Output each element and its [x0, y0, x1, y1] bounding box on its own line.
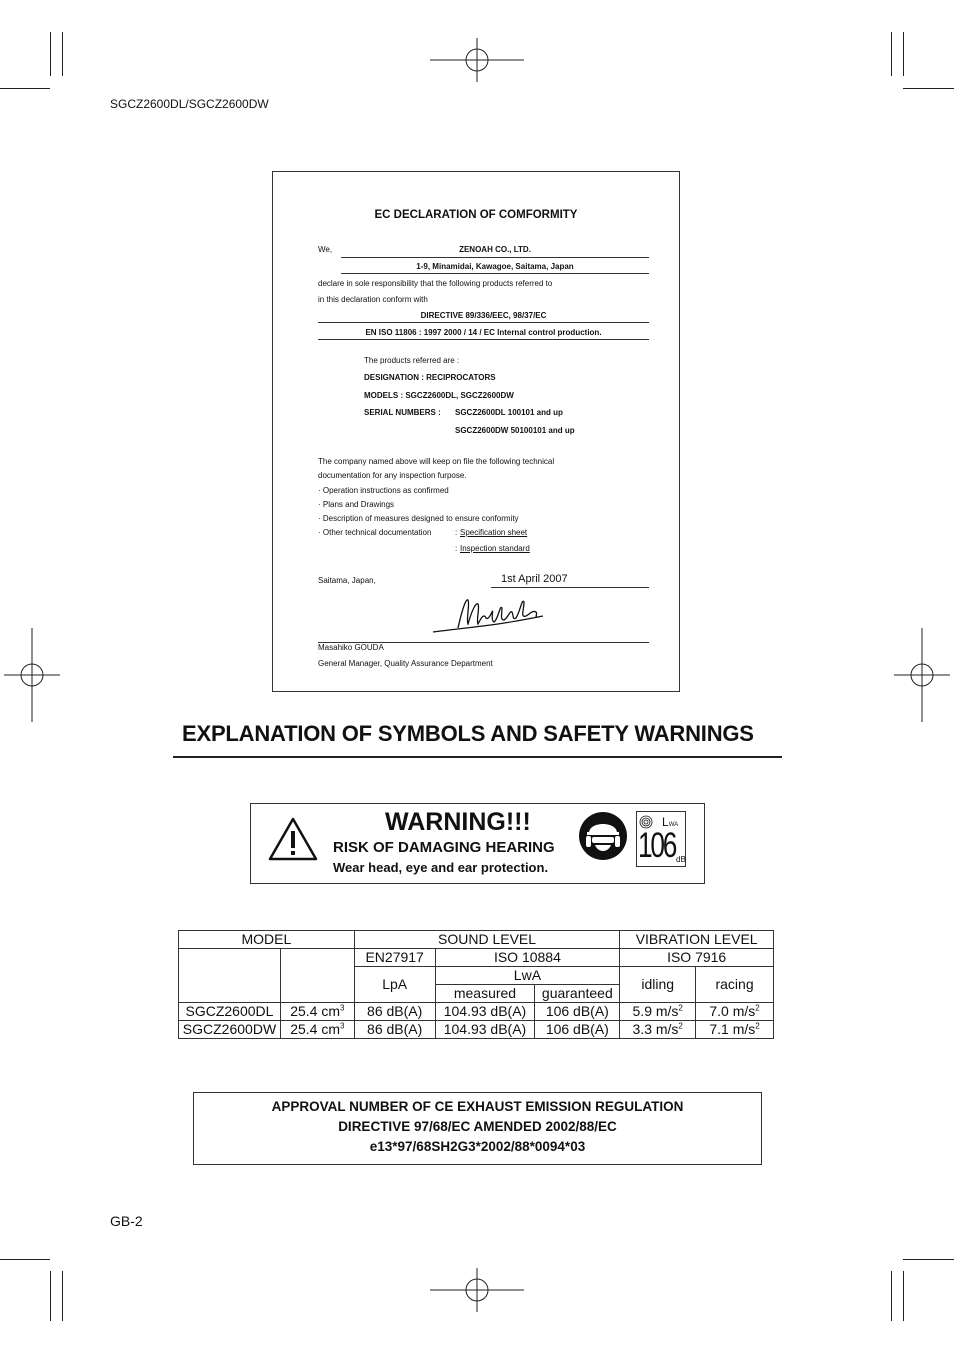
lwa-label: LWA: [662, 815, 679, 829]
doc-item: · Description of measures designed to ensure conformity: [318, 514, 519, 523]
ec-declaration: [272, 171, 680, 692]
approval-box: [193, 1092, 762, 1165]
cell-lwa-measured: 104.93 dB(A): [435, 1021, 535, 1039]
declare-text: in this declaration conform with: [318, 295, 428, 304]
colon: :: [455, 528, 458, 537]
warning-title: WARNING!!!: [385, 808, 531, 836]
warning-subtitle: RISK OF DAMAGING HEARING: [333, 839, 555, 856]
cell-lwa-measured: 104.93 dB(A): [435, 1003, 535, 1021]
header-guaranteed: guaranteed: [535, 985, 620, 1003]
header-sound-level: SOUND LEVEL: [354, 931, 620, 949]
standard: EN ISO 11806 : 1997 2000 / 14 / EC Internal control production.: [365, 328, 602, 337]
divider: [341, 273, 649, 274]
header-lpa: LpA: [354, 967, 435, 1003]
divider: [318, 322, 649, 323]
warning-label: [250, 803, 705, 884]
section-rule: [173, 756, 782, 758]
header-idling: idling: [620, 967, 696, 1003]
doc-item: · Other technical documentation: [318, 528, 432, 537]
cell-racing: 7.1 $m/s^2$: [696, 1021, 774, 1039]
directive: DIRECTIVE 89/336/EEC, 98/37/EC: [420, 311, 547, 320]
cell-lpa: 86 dB(A): [354, 1021, 435, 1039]
header-iso7916: ISO 7916: [620, 949, 774, 967]
model-header: SGCZ2600DL/SGCZ2600DW: [110, 97, 269, 111]
approval-number: e13*97/68SH2G3*2002/88*0094*03: [369, 1139, 586, 1154]
cell-lwa-guaranteed: 106 dB(A): [535, 1021, 620, 1039]
cell-model: SGCZ2600DL: [179, 1003, 281, 1021]
db-value: 106: [638, 826, 676, 865]
declare-text: declare in sole responsibility that the following products referred to: [318, 279, 553, 288]
section-title: EXPLANATION OF SYMBOLS AND SAFETY WARNINGS: [182, 721, 754, 746]
we-label: We,: [318, 245, 333, 254]
cell-lpa: 86 dB(A): [354, 1003, 435, 1021]
tech-doc: Inspection standard: [460, 544, 530, 553]
signer-title: General Manager, Quality Assurance Department: [318, 659, 493, 668]
divider: [341, 257, 649, 258]
divider: [318, 339, 649, 340]
company-name: ZENOAH CO., LTD.: [459, 245, 531, 254]
doc-item: · Operation instructions as confirmed: [318, 486, 449, 495]
file-text: The company named above will keep on file the following technical: [318, 457, 555, 466]
protective-gear-icon: [578, 811, 628, 861]
warning-triangle-icon: [267, 816, 319, 862]
cell-displacement: 25.4 $cm^3$: [280, 1021, 354, 1039]
registration-mark-icon: [894, 628, 950, 722]
sound-power-icon: [636, 811, 686, 867]
page-number: GB-2: [110, 1213, 143, 1229]
models: MODELS : SGCZ2600DL, SGCZ2600DW: [364, 391, 514, 400]
file-text: documentation for any inspection furpose.: [318, 471, 467, 480]
signature-image: [428, 590, 548, 638]
place: Saitama, Japan,: [318, 576, 376, 585]
products-intro: The products referred are :: [364, 356, 460, 365]
approval-line: APPROVAL NUMBER OF CE EXHAUST EMISSION REGULATION: [271, 1099, 684, 1114]
tech-doc: Specification sheet: [460, 528, 528, 537]
company-address: 1-9, Minamidai, Kawagoe, Saitama, Japan: [416, 262, 574, 271]
sound-level-table: [178, 930, 774, 1039]
serial-number: SGCZ2600DL 100101 and up: [455, 408, 563, 417]
header-lwa: LwA: [435, 967, 620, 985]
date: 1st April 2007: [501, 573, 568, 585]
header-vibration-level: VIBRATION LEVEL: [620, 931, 774, 949]
table-row: [179, 1003, 774, 1021]
serial-number: SGCZ2600DW 50100101 and up: [455, 426, 575, 435]
cell-model: SGCZ2600DW: [179, 1021, 281, 1039]
cell-idling: 5.9 $m/s^2$: [620, 1003, 696, 1021]
header-model: MODEL: [179, 931, 355, 949]
cell-racing: 7.0 $m/s^2$: [696, 1003, 774, 1021]
registration-mark-icon: [430, 1268, 524, 1312]
approval-line: DIRECTIVE 97/68/EC AMENDED 2002/88/EC: [338, 1119, 617, 1134]
designation: DESIGNATION : RECIPROCATORS: [364, 373, 496, 382]
header-measured: measured: [435, 985, 535, 1003]
signer-name: Masahiko GOUDA: [318, 643, 384, 652]
db-unit: dB: [676, 855, 686, 864]
serial-label: SERIAL NUMBERS :: [364, 408, 441, 417]
warning-text: Wear head, eye and ear protection.: [333, 860, 549, 875]
registration-mark-icon: [430, 38, 524, 82]
empty-cell: [179, 949, 281, 1003]
registration-mark-icon: [4, 628, 60, 722]
header-iso10884: ISO 10884: [435, 949, 620, 967]
cell-lwa-guaranteed: 106 dB(A): [535, 1003, 620, 1021]
colon: :: [455, 544, 458, 553]
cell-idling: 3.3 $m/s^2$: [620, 1021, 696, 1039]
table-row: [179, 1021, 774, 1039]
divider: [491, 587, 649, 588]
declaration-title: EC DECLARATION OF COMFORMITY: [374, 209, 578, 221]
header-racing: racing: [696, 967, 774, 1003]
empty-cell: [280, 949, 354, 1003]
header-en27917: EN27917: [354, 949, 435, 967]
cell-displacement: 25.4 $cm^3$: [280, 1003, 354, 1021]
doc-item: · Plans and Drawings: [318, 500, 395, 509]
